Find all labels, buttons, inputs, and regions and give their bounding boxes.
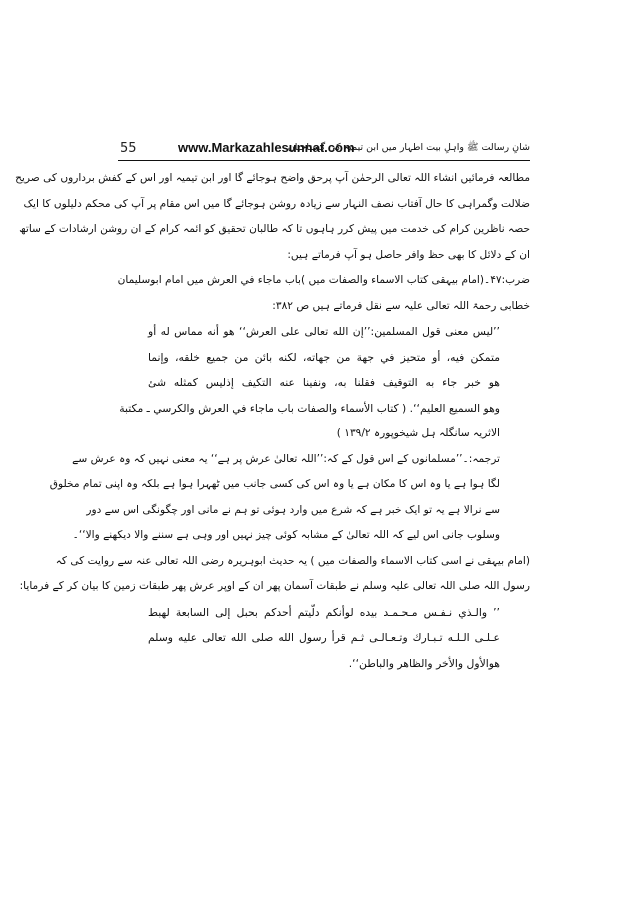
quote-line: عـلـى الـلـه تـبـارك وتـعـالـى ثـم قرأ رسول الله صلى الله تعالى عليه وسلم	[148, 631, 500, 644]
quote-line: متمكن فيه، أو متحيز في جهة من جهاته، لكنه بائن من جميع خلقه، وإنما	[148, 350, 500, 364]
translation-line: سے نرالا ہے یہ تو ایک خبر ہے کہ شرع میں وارد ہوئی تو ہم نے مانی اور چگونگی اس سے دور	[86, 503, 500, 516]
text-line: خطابی رحمۃ اللہ تعالی علیہ سے نقل فرماتے ہیں ص ۳۸۲:	[272, 299, 530, 312]
quote-line: وهو السميع العليم‘‘. ( كتاب الأسماء والصفات باب ماجاء في العرش والكرسي ـ مكتبة	[119, 401, 500, 415]
quote-line: الاثريہ سانگلہ ہل شیخوپورہ ۱۳۹/۲ )	[336, 427, 500, 439]
text-line: رسول اللہ صلی اللہ تعالی علیہ وسلم نے طبقات آسمان پھر ان کے اوپر عرش پھر طبقات زمین کا بیان کر کے فرمایا:	[19, 580, 530, 592]
translation-line: وسلوب جانی اس لیے کہ اللہ تعالیٰ کے مشابہ کوئی چیز نہیں اور وہی ہے سننے والا دیکھنے والا‘‘۔	[72, 529, 500, 541]
paragraph-zarb	[118, 268, 530, 319]
text-line: ان کے دلائل کا بھی حظ وافر حاصل ہو آپ فرماتے ہیں:	[287, 248, 530, 261]
quote-line: ’’ والـذي نـفـس مـحـمـد بيده لوأنكم دلّيتم أحدكم بحبل إلى السابعة لهبط	[148, 605, 500, 619]
header-divider	[118, 160, 530, 161]
text-line: حصہ ناظرین کرام کی خدمت میں پیش کرر ہاہوں تا کہ طالبان تحقیق کو ائمہ کرام کے ان روشن ارشادات کے ساتھ	[19, 223, 530, 235]
text-line: ضرب:۴۷۔(امام بیہقی کتاب الاسماء والصفات میں )باب ماجاء في العرش میں امام ابوسلیمان	[117, 274, 530, 286]
page-header	[118, 138, 530, 162]
running-title: شانِ رسالت ﷺ واہلِ بیت اطہار میں ابن تیمیہ کی گستاخیاں	[287, 142, 530, 153]
page-number: 55	[120, 141, 137, 156]
text-line: مطالعہ فرمائیں انشاء اللہ تعالی الرحمٰن آپ پرحق واضح ہوجائے گا اور ابن تیمیہ اور اس کے کفش برداروں کی صریح	[15, 172, 530, 184]
body-text	[15, 166, 530, 676]
text-line: ضلالت وگمراہی کا حال آفتاب نصف النہار سے زیادہ روشن ہوجائے گا میں اس مقام پر آپ کی محکم دلیلوں کا ایک	[23, 197, 530, 210]
paragraph-intro	[15, 166, 530, 268]
quote-line: هوالأول والأخر والظاهر والباطن‘‘.	[348, 656, 500, 670]
translation-line: ترجمہ:۔’’مسلمانوں کے اس قول کے کہ:’’اللہ تعالیٰ عرش پر ہے‘‘ یہ معنی نہیں کہ وہ عرش سے	[72, 452, 500, 465]
paragraph-hadith	[19, 549, 530, 600]
translation-block	[49, 447, 530, 549]
quote-line: هو خبر جاء به التوقيف فقلنا به، ونفينا عنه التكيف إذليس كمثله شئ	[148, 376, 500, 389]
translation-line: لگا ہوا ہے یا وہ اس کا مکان ہے یا وہ اس کی کسی جانب میں ٹھہرا ہوا ہے بلکہ وہ اپنی تمام مخلوق	[49, 478, 500, 490]
quote-line: ’’ليس معنى قول المسلمين:’’إن الله تعالى على العرش‘‘ هو أنه مماس له أو	[148, 325, 500, 338]
arabic-quote-1	[118, 319, 530, 447]
website-url: www.Markazahlesunnat.com	[178, 140, 355, 155]
arabic-quote-2	[118, 600, 530, 677]
text-line: (امام بیہقی نے اسی کتاب الاسماء والصفات میں ) یہ حدیث ابوہریرہ رضی اللہ تعالی عنہ سے روایت کی کہ	[55, 554, 530, 567]
